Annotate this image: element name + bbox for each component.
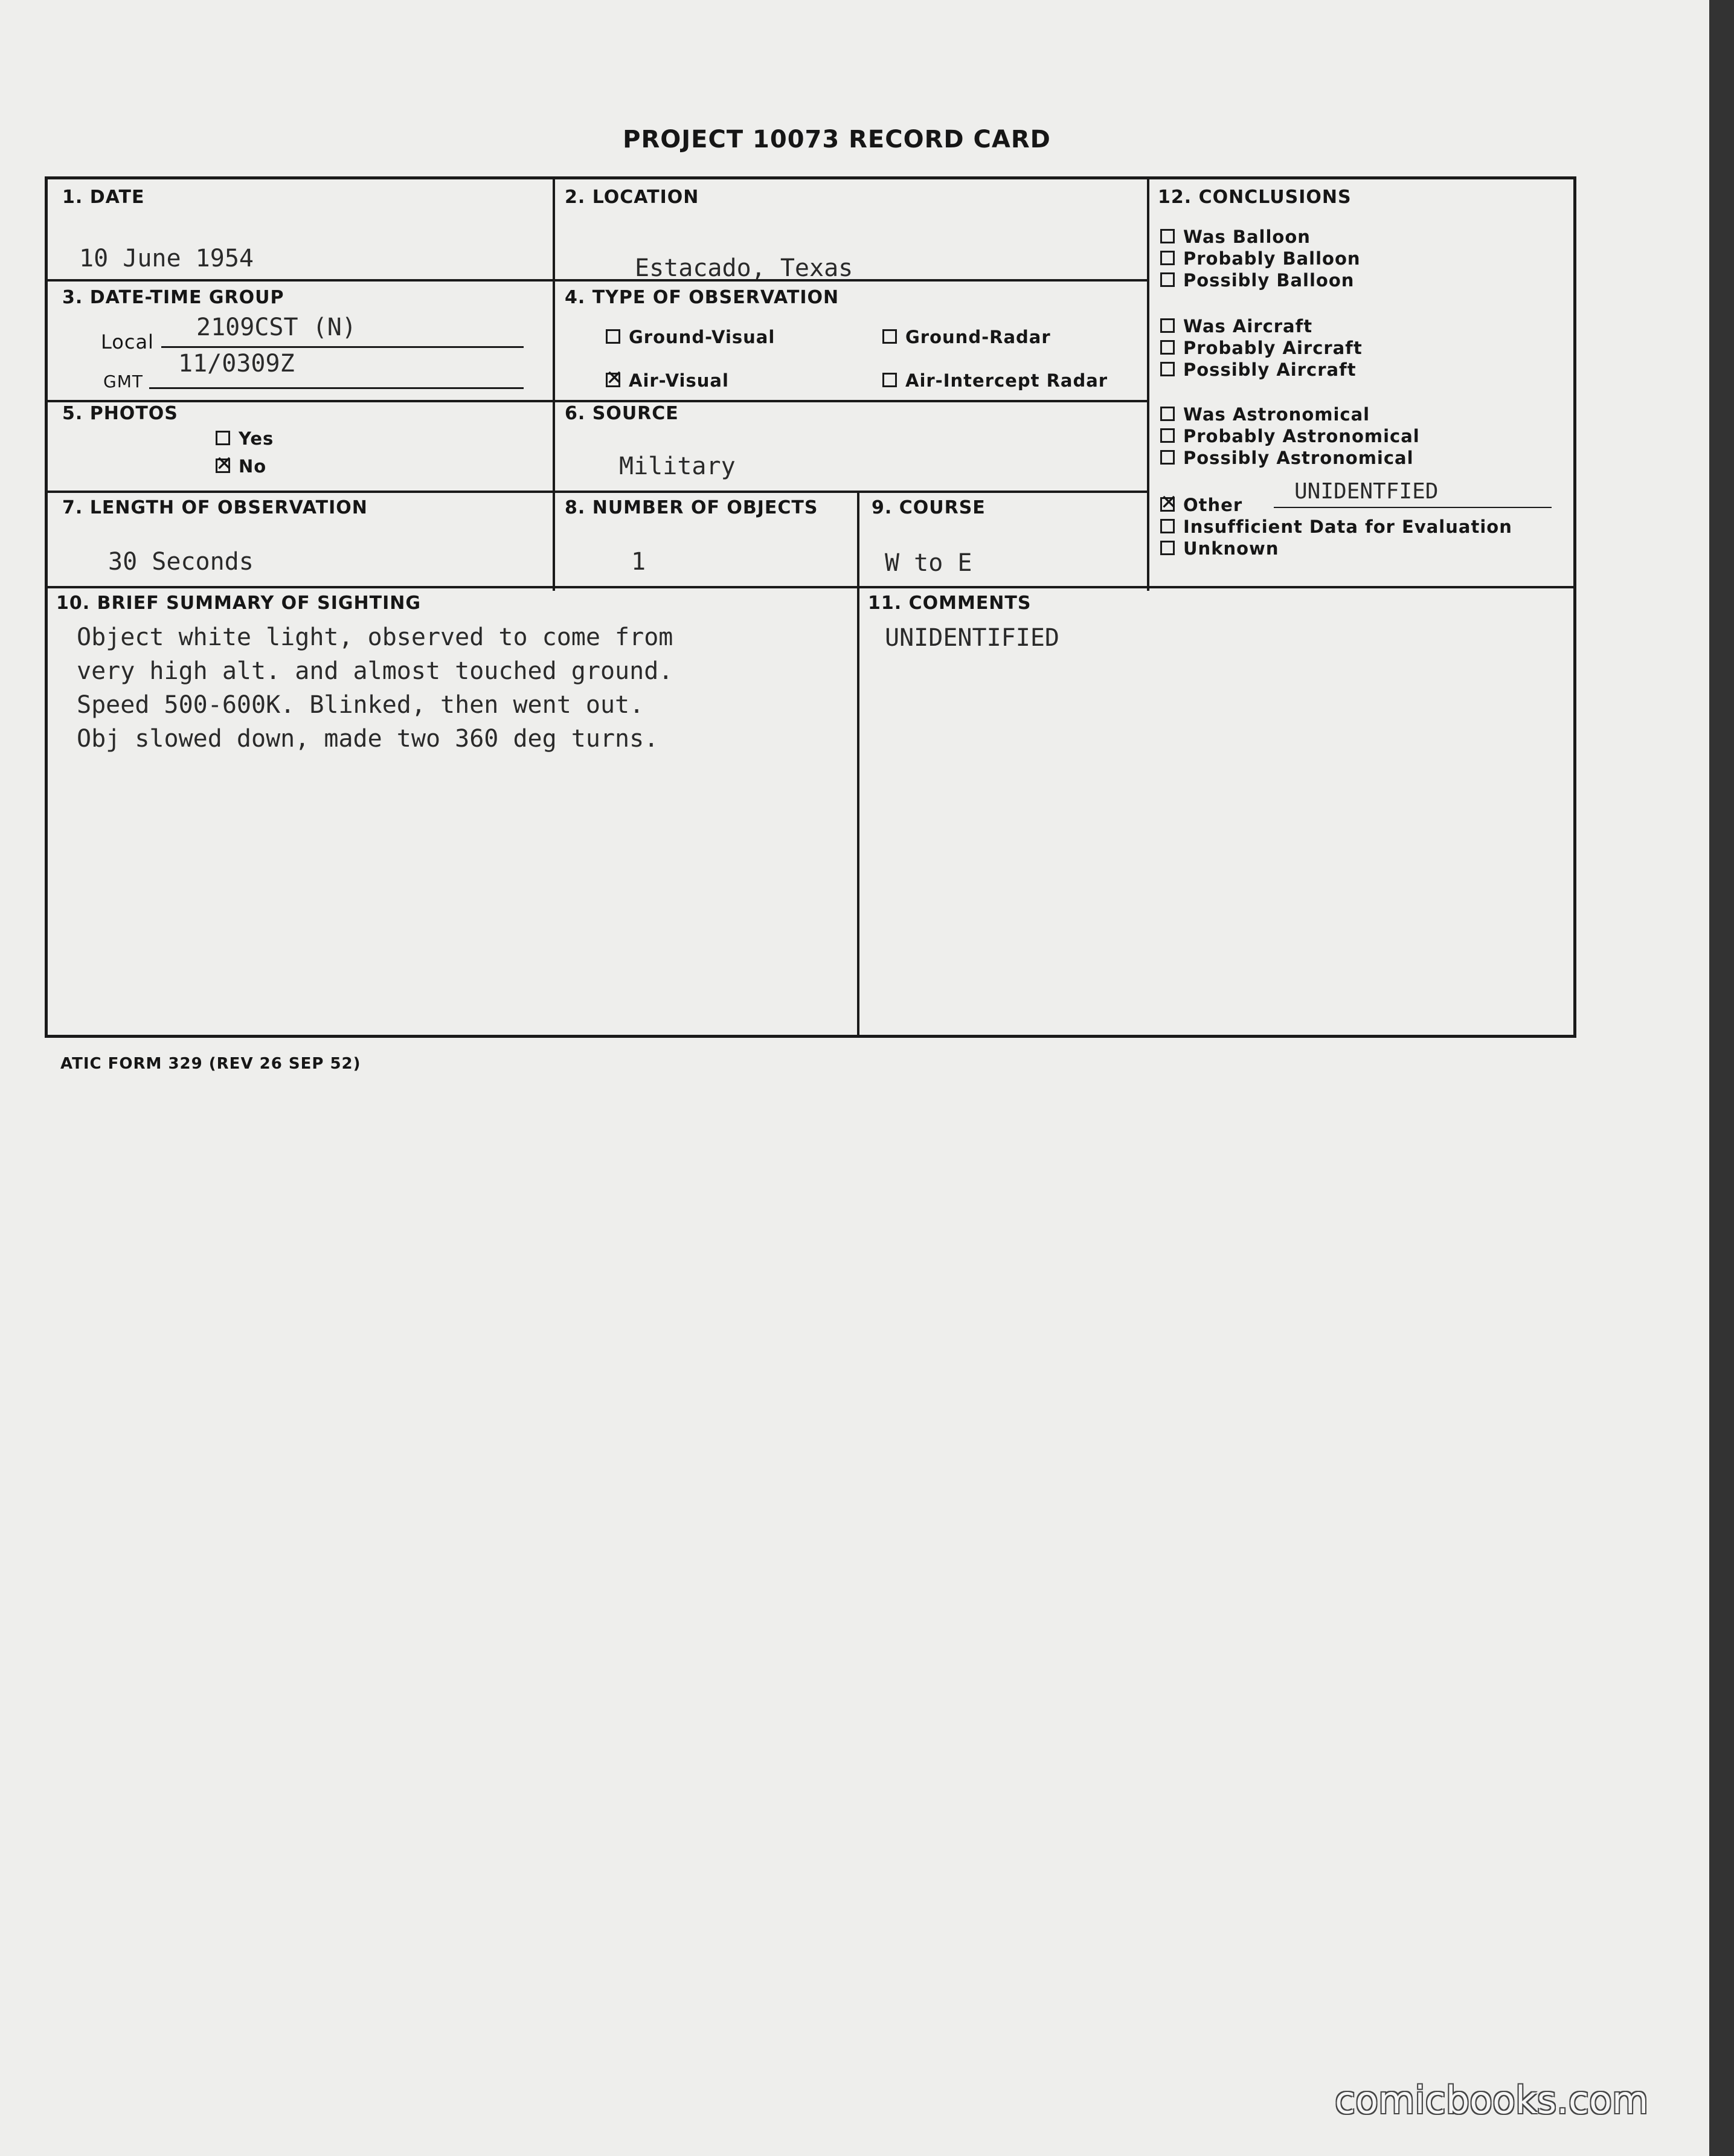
checkbox	[1160, 362, 1175, 376]
obs-option-ground-visual[interactable]: Ground-Visual	[606, 327, 775, 347]
date-value: 10 June 1954	[79, 245, 254, 272]
conclusions-label: 12. CONCLUSIONS	[1158, 187, 1352, 208]
divider-h-date	[48, 279, 1147, 282]
record-card	[45, 176, 1576, 1038]
checkbox-checked	[606, 373, 620, 387]
checkbox	[216, 431, 230, 445]
length-value: 30 Seconds	[108, 548, 254, 576]
summary-line: Object white light, observed to come from	[77, 623, 673, 651]
conclusion-possibly-aircraft[interactable]: Possibly Aircraft	[1160, 359, 1357, 380]
conclusion-unknown[interactable]: Unknown	[1160, 538, 1279, 559]
divider-v2	[857, 491, 859, 1036]
checkbox	[1160, 450, 1175, 465]
obs-option-air-intercept-radar[interactable]: Air-Intercept Radar	[882, 370, 1108, 391]
conclusion-other[interactable]: ✕Other	[1160, 495, 1242, 515]
photo-option-no[interactable]: ✕No	[216, 456, 266, 477]
conclusion-probably-aircraft[interactable]: Probably Aircraft	[1160, 338, 1363, 358]
course-value: W to E	[885, 549, 972, 577]
local-label: Local	[101, 330, 154, 353]
checkbox	[1160, 251, 1175, 265]
local-underline	[161, 346, 524, 348]
other-value: UNIDENTFIED	[1294, 479, 1439, 504]
conclusion-insufficient-data[interactable]: Insufficient Data for Evaluation	[1160, 516, 1512, 537]
location-label: 2. LOCATION	[565, 187, 699, 208]
num-objects-value: 1	[631, 548, 646, 576]
obs-option-ground-radar[interactable]: Ground-Radar	[882, 327, 1051, 347]
checkbox	[1160, 229, 1175, 243]
checkbox	[1160, 318, 1175, 333]
photo-option-yes[interactable]: Yes	[216, 428, 274, 449]
comments-label: 11. COMMENTS	[868, 593, 1032, 614]
checkbox	[1160, 272, 1175, 287]
source-value: Military	[619, 452, 736, 480]
checkbox	[1160, 407, 1175, 421]
conclusion-possibly-balloon[interactable]: Possibly Balloon	[1160, 270, 1354, 291]
summary-text	[77, 620, 673, 756]
date-label: 1. DATE	[62, 187, 145, 208]
conclusion-was-astronomical[interactable]: Was Astronomical	[1160, 404, 1370, 425]
checkbox-checked	[1160, 497, 1175, 512]
photos-label: 5. PHOTOS	[62, 403, 178, 424]
divider-h-length	[48, 491, 1147, 493]
summary-line: Obj slowed down, made two 360 deg turns.	[77, 725, 659, 753]
conclusion-was-balloon[interactable]: Was Balloon	[1160, 227, 1311, 247]
divider-h-photos	[48, 400, 1147, 402]
local-value: 2109CST (N)	[196, 314, 356, 341]
dtg-label: 3. DATE-TIME GROUP	[62, 287, 284, 308]
conclusion-probably-astronomical[interactable]: Probably Astronomical	[1160, 426, 1420, 446]
checkbox	[1160, 541, 1175, 555]
checkbox	[606, 329, 620, 344]
conclusion-was-aircraft[interactable]: Was Aircraft	[1160, 316, 1312, 336]
checkbox	[1160, 340, 1175, 355]
conclusion-probably-balloon[interactable]: Probably Balloon	[1160, 248, 1361, 269]
summary-label: 10. BRIEF SUMMARY OF SIGHTING	[56, 593, 421, 614]
source-label: 6. SOURCE	[565, 403, 679, 424]
divider-v-conclusions	[1147, 179, 1149, 591]
other-underline	[1274, 507, 1552, 508]
page-edge	[1709, 0, 1734, 2156]
card-title: PROJECT 10073 RECORD CARD	[623, 126, 1051, 153]
form-footer: ATIC FORM 329 (REV 26 SEP 52)	[60, 1055, 361, 1073]
comments-value: UNIDENTIFIED	[885, 624, 1059, 652]
checkbox	[1160, 519, 1175, 533]
summary-line: Speed 500-600K. Blinked, then went out.	[77, 691, 644, 719]
gmt-underline	[149, 387, 524, 389]
divider-h-summary	[48, 586, 1573, 588]
checkbox	[882, 373, 897, 387]
checkbox	[1160, 428, 1175, 443]
watermark: comicbooks.com	[1335, 2078, 1649, 2122]
type-obs-label: 4. TYPE OF OBSERVATION	[565, 287, 840, 308]
num-objects-label: 8. NUMBER OF OBJECTS	[565, 497, 818, 518]
checkbox	[882, 329, 897, 344]
summary-line: very high alt. and almost touched ground.	[77, 657, 673, 685]
gmt-label: GMT	[103, 372, 143, 391]
gmt-value: 11/0309Z	[178, 350, 295, 378]
course-label: 9. COURSE	[872, 497, 986, 518]
checkbox-checked	[216, 459, 230, 473]
divider-v1	[553, 179, 555, 591]
conclusion-possibly-astronomical[interactable]: Possibly Astronomical	[1160, 448, 1414, 468]
length-label: 7. LENGTH OF OBSERVATION	[62, 497, 368, 518]
obs-option-air-visual[interactable]: ✕Air-Visual	[606, 370, 729, 391]
location-value: Estacado, Texas	[635, 254, 853, 282]
